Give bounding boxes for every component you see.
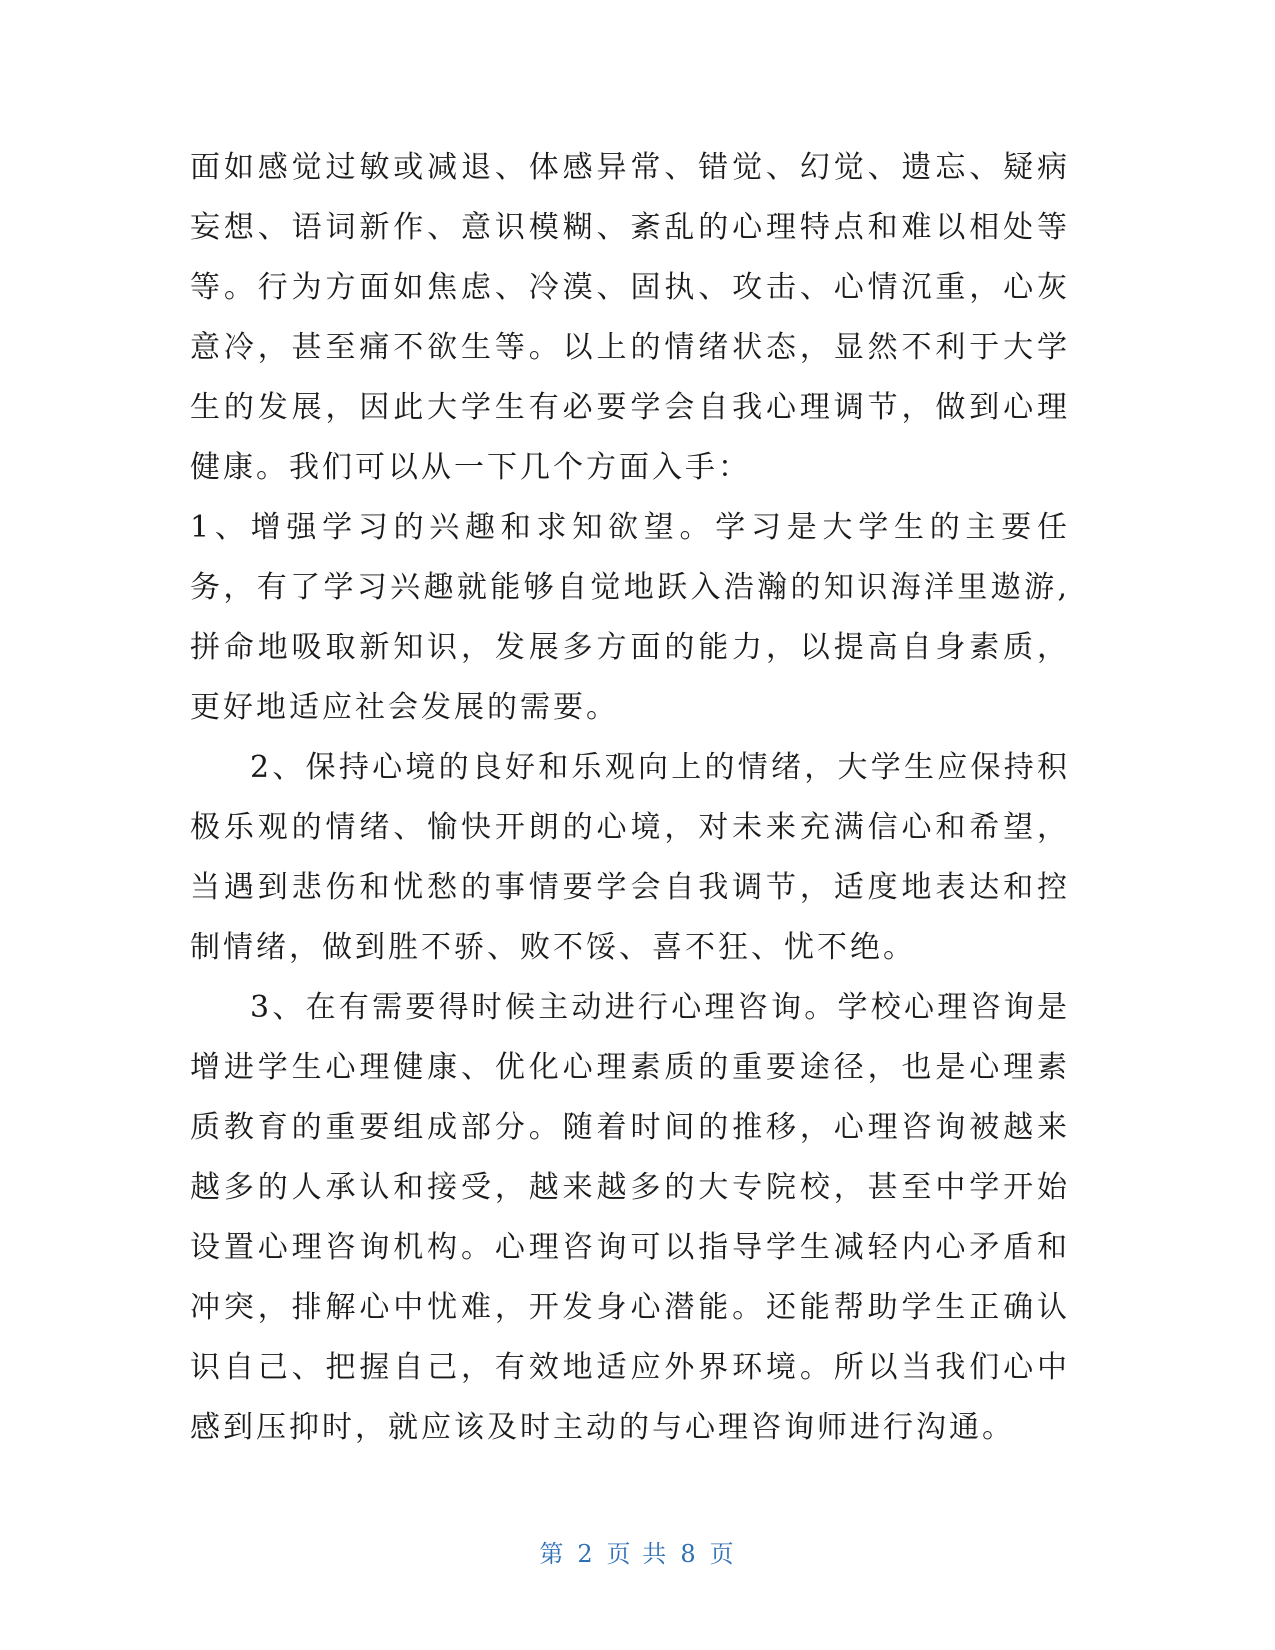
footer-suffix: 页 [709, 1540, 736, 1568]
paragraph-continued-intro: 面如感觉过敏或减退、体感异常、错觉、幻觉、遗忘、疑病妄想、语词新作、意识模糊、紊乱的心理特点和难以相处等等。行为方面如焦虑、冷漠、固执、攻击、心情沉重，心灰意冷，甚至痛不欲生等。以上的情绪状态，显然不利于大学生的发展，因此大学生有必要学会自我心理调节，做到心理健康。我们可以从一下几个方面入手： [190, 150, 1070, 485]
paragraph-point-2: 2、保持心境的良好和乐观向上的情绪，大学生应保持积极乐观的情绪、愉快开朗的心境，对未来充满信心和希望，当遇到悲伤和忧愁的事情要学会自我调节，适度地表达和控制情绪，做到胜不骄、败不馁、喜不狂、忧不绝。 [190, 750, 1070, 965]
footer-middle: 页 共 [606, 1540, 669, 1568]
footer-current-page: 2 [577, 1540, 595, 1568]
footer-total-pages: 8 [680, 1540, 698, 1568]
page-footer [0, 1534, 1275, 1569]
footer-prefix: 第 [539, 1540, 566, 1568]
paragraph-point-3: 3、在有需要得时候主动进行心理咨询。学校心理咨询是增进学生心理健康、优化心理素质的重要途径，也是心理素质教育的重要组成部分。随着时间的推移，心理咨询被越来越多的人承认和接受，越来越多的大专院校，甚至中学开始设置心理咨询机构。心理咨询可以指导学生减轻内心矛盾和冲突，排解心中忧难，开发身心潜能。还能帮助学生正确认识自己、把握自己，有效地适应外界环境。所以当我们心中感到压抑时，就应该及时主动的与心理咨询师进行沟通。 [190, 990, 1070, 1445]
document-body [190, 138, 1070, 1458]
paragraph-point-1: 1、增强学习的兴趣和求知欲望。学习是大学生的主要任务，有了学习兴趣就能够自觉地跃入浩瀚的知识海洋里遨游,拼命地吸取新知识，发展多方面的能力，以提高自身素质，更好地适应社会发展的需要。 [190, 510, 1070, 725]
